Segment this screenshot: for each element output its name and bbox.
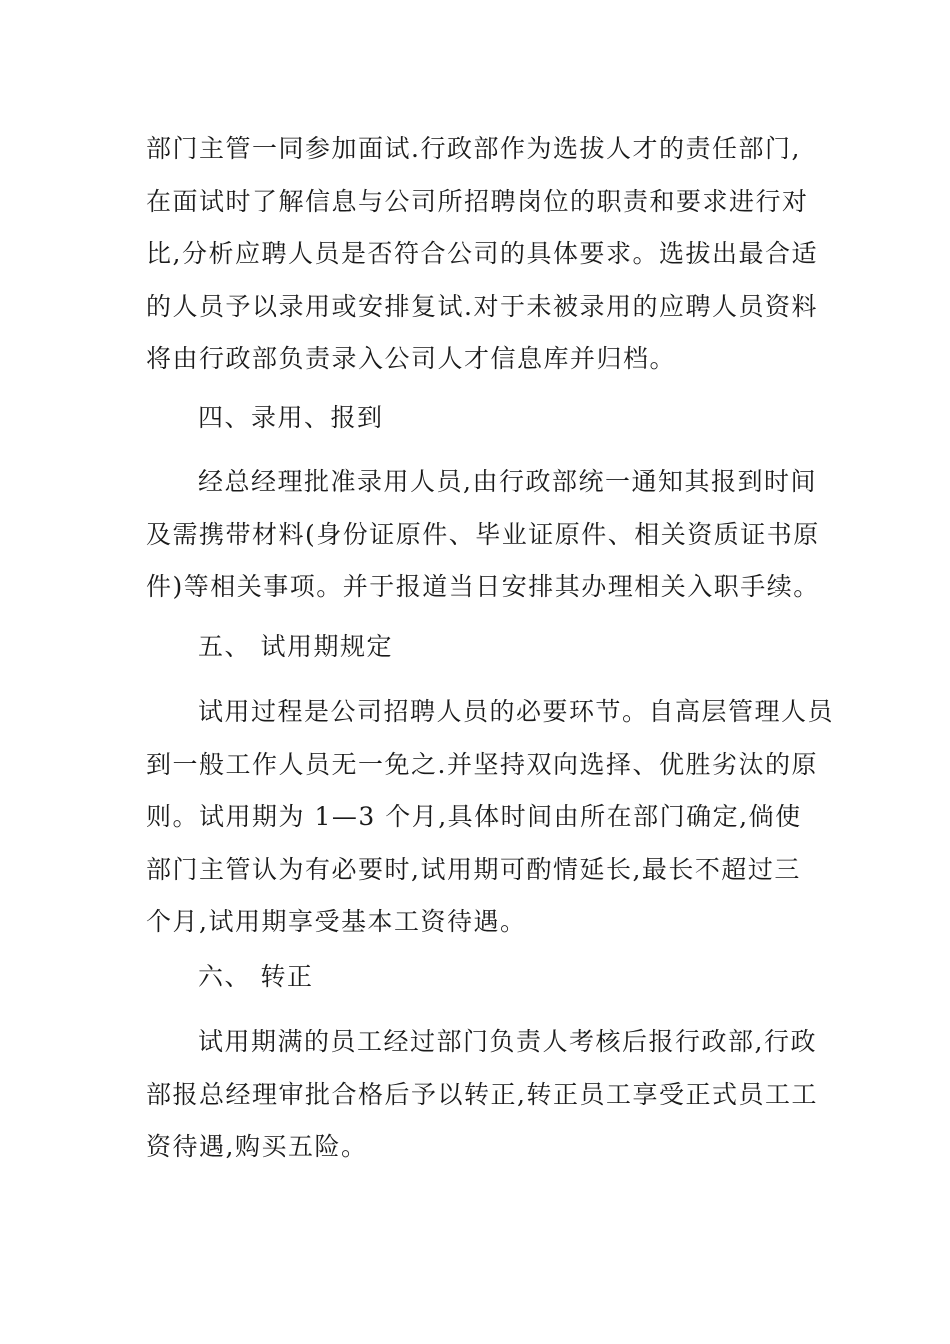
paragraph-hiring — [146, 456, 820, 614]
text-line: 试用期满的员工经过部门负责人考核后报行政部,行政 — [198, 1027, 817, 1056]
section-heading-regularization: 六、 转正 — [198, 962, 314, 991]
text-line: 资待遇,购买五险。 — [146, 1132, 368, 1161]
text-line: 及需携带材料(身份证原件、毕业证原件、相关资质证书原 — [146, 519, 820, 549]
paragraph-probation — [146, 686, 835, 949]
text-line: 部报总经理审批合格后予以转正,转正员工享受正式员工工 — [146, 1079, 818, 1109]
paragraph-interview — [146, 123, 818, 386]
text-line: 件)等相关事项。并于报道当日安排其办理相关入职手续。 — [146, 572, 820, 601]
text-line: 到一般工作人员无一免之.并坚持双向选择、优胜劣汰的原 — [146, 749, 818, 779]
text-line: 个月,试用期享受基本工资待遇。 — [146, 907, 527, 936]
text-line: 比,分析应聘人员是否符合公司的具体要求。选拔出最合适 — [146, 239, 818, 268]
paragraph-regularization — [146, 1016, 818, 1174]
section-heading-hiring: 四、录用、报到 — [198, 403, 384, 432]
text-line: 部门主管一同参加面试.行政部作为选拔人才的责任部门, — [146, 134, 801, 163]
section-heading-probation: 五、 试用期规定 — [198, 632, 393, 661]
text-line: 的人员予以录用或安排复试.对于未被录用的应聘人员资料 — [146, 291, 818, 321]
text-line: 将由行政部负责录入公司人才信息库并归档。 — [146, 344, 677, 373]
text-line: 在面试时了解信息与公司所招聘岗位的职责和要求进行对 — [146, 186, 809, 216]
text-line: 经总经理批准录用人员,由行政部统一通知其报到时间 — [198, 467, 817, 496]
text-line: 则。试用期为 1—3 个月,具体时间由所在部门确定,倘使 — [146, 802, 802, 831]
text-line: 部门主管认为有必要时,试用期可酌情延长,最长不超过三 — [146, 854, 801, 884]
text-line: 试用过程是公司招聘人员的必要环节。自高层管理人员 — [198, 697, 835, 726]
